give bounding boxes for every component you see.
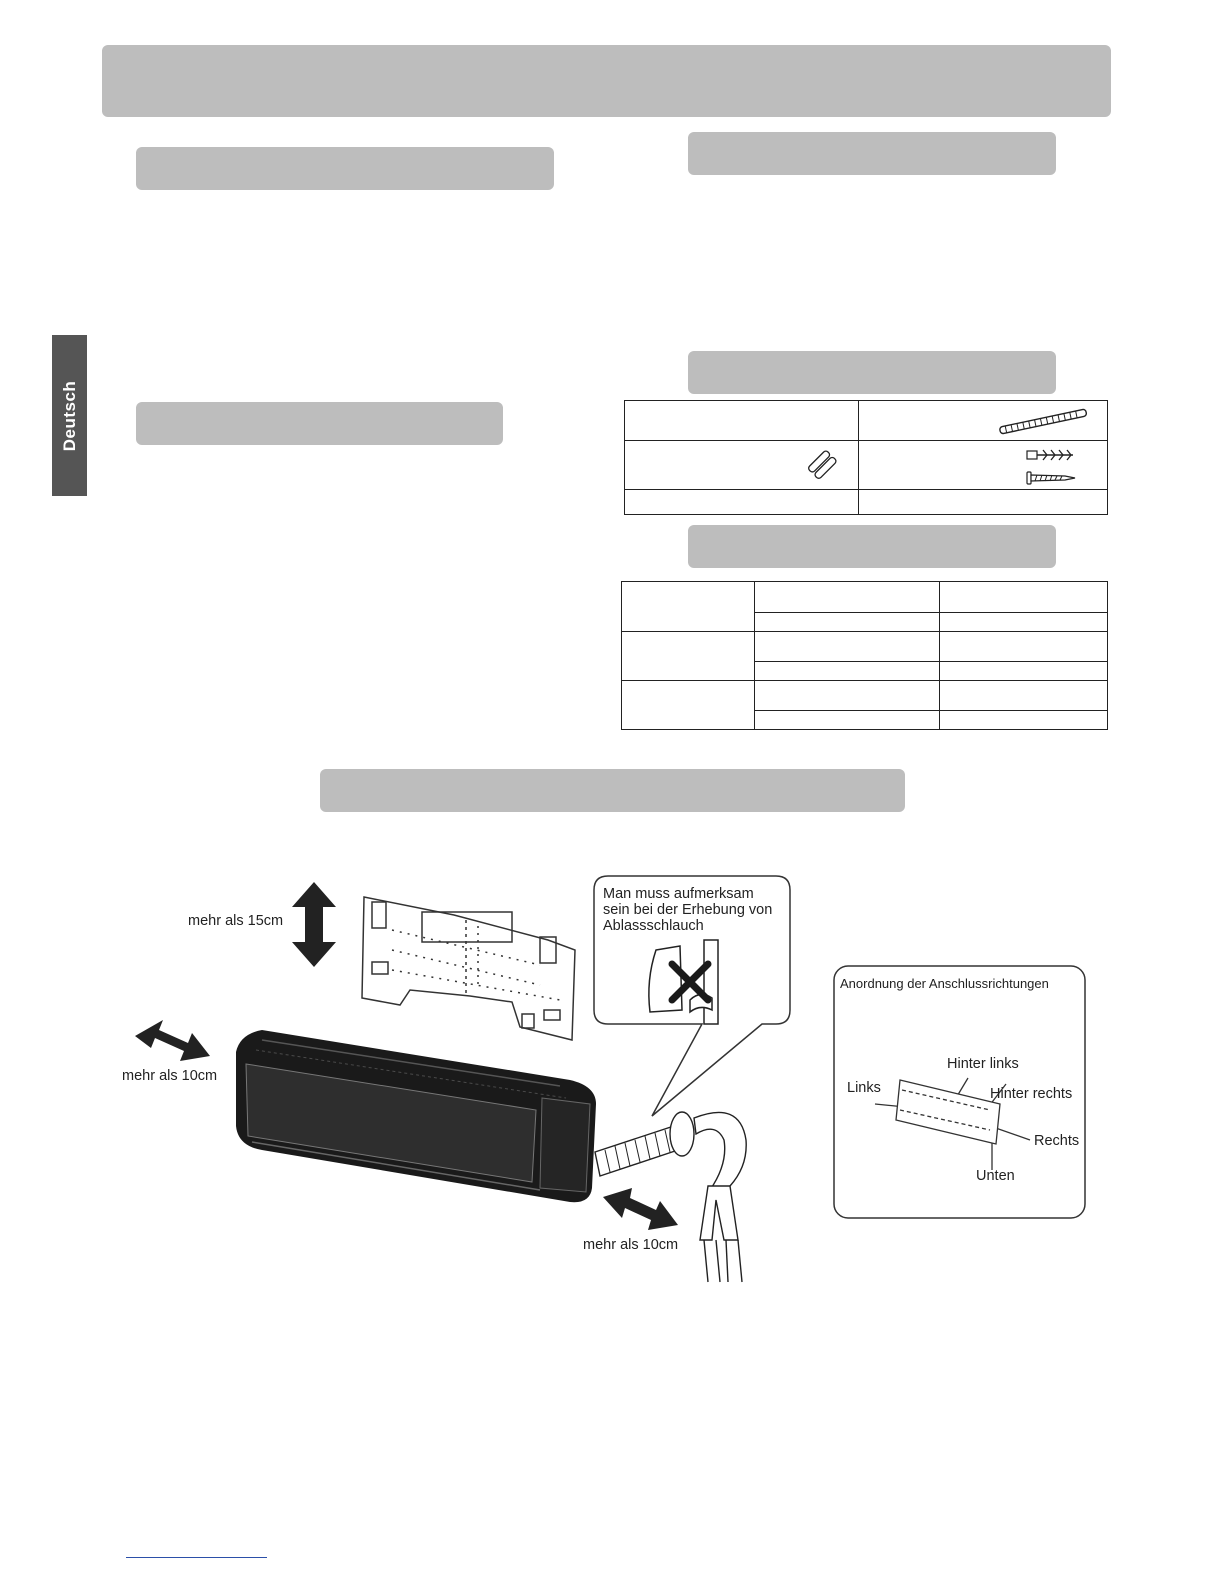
right-double-arrow	[603, 1188, 678, 1230]
vertical-double-arrow	[292, 882, 336, 967]
callout-line-2: sein bei der Erhebung von	[603, 902, 773, 918]
directions-title: Anordnung der Anschlussrichtungen	[840, 976, 1049, 991]
language-tab-label: Deutsch	[59, 380, 79, 451]
indoor-unit	[236, 1030, 596, 1202]
direction-back-right-label: Hinter rechts	[990, 1086, 1073, 1102]
direction-back-left-label: Hinter links	[947, 1056, 1019, 1072]
callout-line-3: Ablassschlauch	[603, 918, 704, 934]
left-clearance-label: mehr als 10cm	[122, 1068, 218, 1084]
direction-right-label: Rechts	[1034, 1133, 1080, 1149]
direction-left-label: Links	[847, 1080, 881, 1096]
top-clearance-label: mehr als 15cm	[188, 913, 284, 929]
left-double-arrow	[135, 1020, 210, 1061]
direction-bottom-label: Unten	[976, 1168, 1015, 1184]
mounting-plate	[362, 897, 575, 1040]
callout-line-1: Man muss aufmerksam	[603, 886, 754, 902]
callout-text	[603, 886, 772, 934]
right-clearance-label: mehr als 10cm	[583, 1237, 679, 1253]
footer-rule	[126, 1557, 267, 1558]
